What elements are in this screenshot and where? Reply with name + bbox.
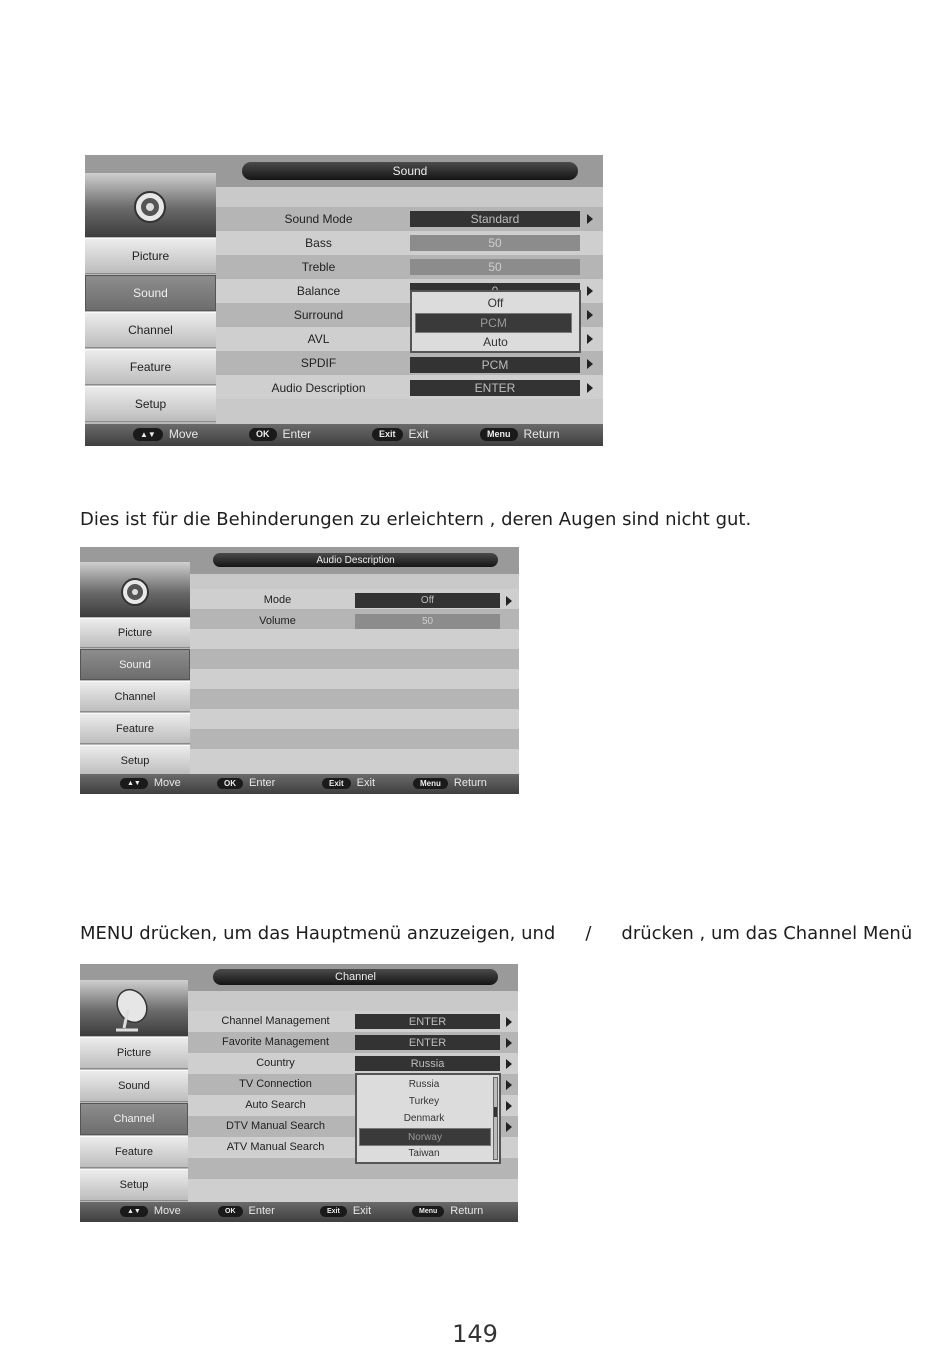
mode-value[interactable]: Off	[355, 593, 500, 608]
arrow-right-icon	[506, 1101, 512, 1111]
footer-enter: Enter	[249, 777, 276, 789]
menu-title: Sound	[242, 162, 578, 180]
country-label: Country	[256, 1057, 295, 1069]
country-value[interactable]: Russia	[355, 1056, 500, 1071]
settings-list	[188, 991, 518, 1205]
arrow-right-icon	[587, 286, 593, 296]
favorite-management-label: Favorite Management	[222, 1036, 329, 1048]
audio-description-screen	[80, 547, 519, 794]
ok-key-icon: OK	[217, 778, 243, 789]
channel-instruction-part2: drücken , um das Channel Menü	[621, 923, 913, 944]
exit-key-icon: Exit	[322, 778, 351, 789]
sound-logo-icon	[80, 562, 190, 617]
arrow-right-icon	[587, 383, 593, 393]
footer-exit: Exit	[352, 1205, 372, 1217]
tv-connection-label: TV Connection	[239, 1078, 312, 1090]
channel-menu-screen	[80, 964, 518, 1222]
footer-hint-bar	[80, 1202, 518, 1222]
sidebar-item-sound[interactable]: Sound	[85, 275, 216, 311]
treble-value[interactable]: 50	[410, 259, 580, 275]
sidebar-item-setup[interactable]: Setup	[85, 386, 216, 422]
channel-instruction-separator: /	[585, 923, 592, 944]
footer-move: Move	[153, 777, 181, 789]
menu-key-icon: Menu	[480, 428, 518, 441]
popup-option-russia[interactable]: Russia	[408, 1079, 440, 1090]
arrow-right-icon	[506, 596, 512, 606]
spdif-label: SPDIF	[300, 356, 337, 370]
sidebar-item-picture[interactable]: Picture	[80, 1037, 188, 1069]
arrow-right-icon	[587, 214, 593, 224]
avl-label: AVL	[307, 332, 330, 346]
sidebar-item-picture[interactable]: Picture	[85, 238, 216, 274]
bass-label: Bass	[305, 236, 332, 250]
footer-hint-bar	[85, 424, 603, 446]
channel-instruction-part1: MENU drücken, um das Hauptmenü anzuzeigen, und	[80, 923, 556, 944]
footer-return: Return	[523, 427, 560, 441]
spdif-value[interactable]: PCM	[410, 357, 580, 373]
arrow-right-icon	[506, 1017, 512, 1027]
move-key-icon: ▲▼	[133, 428, 163, 441]
paragraph-audio-description: Dies ist für die Behinderungen zu erleichtern , deren Augen sind nicht gut.	[80, 509, 752, 530]
sidebar-item-setup[interactable]: Setup	[80, 745, 190, 776]
footer-move: Move	[168, 427, 199, 441]
settings-list	[190, 574, 519, 774]
surround-label: Surround	[293, 308, 344, 322]
mode-label: Mode	[263, 594, 292, 606]
settings-list	[216, 187, 603, 424]
audio-description-value[interactable]: ENTER	[410, 380, 580, 396]
treble-label: Treble	[301, 260, 336, 274]
footer-hint-bar	[80, 774, 519, 794]
move-key-icon: ▲▼	[120, 778, 148, 789]
arrow-right-icon	[587, 359, 593, 369]
volume-value[interactable]: 50	[355, 614, 500, 629]
popup-option-denmark[interactable]: Denmark	[403, 1113, 445, 1124]
country-options-popup	[355, 1073, 501, 1164]
satellite-dish-icon	[80, 980, 188, 1036]
move-key-icon: ▲▼	[120, 1206, 148, 1217]
menu-key-icon: Menu	[413, 778, 448, 789]
exit-key-icon: Exit	[320, 1206, 347, 1217]
favorite-management-value[interactable]: ENTER	[355, 1035, 500, 1050]
footer-exit: Exit	[356, 777, 376, 789]
sidebar-item-sound[interactable]: Sound	[80, 649, 190, 680]
popup-option-off[interactable]: Off	[487, 296, 504, 310]
atv-manual-search-label: ATV Manual Search	[226, 1141, 325, 1153]
arrow-right-icon	[587, 310, 593, 320]
volume-label: Volume	[259, 615, 296, 627]
footer-return: Return	[450, 1205, 484, 1217]
sidebar-item-setup[interactable]: Setup	[80, 1169, 188, 1201]
footer-enter: Enter	[282, 427, 312, 441]
menu-title: Audio Description	[213, 553, 498, 567]
arrow-right-icon	[587, 334, 593, 344]
sound-logo-icon	[85, 173, 216, 237]
popup-option-auto[interactable]: Auto	[483, 335, 508, 349]
auto-search-label: Auto Search	[245, 1099, 306, 1111]
popup-option-turkey[interactable]: Turkey	[408, 1096, 440, 1107]
sidebar-item-channel[interactable]: Channel	[80, 681, 190, 712]
ok-key-icon: OK	[218, 1206, 243, 1217]
footer-move: Move	[153, 1205, 181, 1217]
arrow-right-icon	[506, 1122, 512, 1132]
paragraph-channel-menu	[80, 923, 912, 944]
footer-exit: Exit	[408, 427, 429, 441]
popup-option-norway[interactable]: Norway	[359, 1128, 491, 1146]
sound-menu-screen	[85, 155, 603, 446]
popup-option-taiwan[interactable]: Taiwan	[408, 1148, 440, 1159]
exit-key-icon: Exit	[372, 428, 403, 441]
popup-scrollbar[interactable]	[493, 1077, 498, 1160]
page-number: 149	[452, 1320, 498, 1348]
bass-value[interactable]: 50	[410, 235, 580, 251]
menu-title: Channel	[213, 969, 498, 985]
channel-management-label: Channel Management	[221, 1015, 330, 1027]
sidebar-item-picture[interactable]: Picture	[80, 618, 190, 648]
arrow-right-icon	[506, 1080, 512, 1090]
sound-mode-label: Sound Mode	[284, 212, 353, 226]
balance-label: Balance	[296, 284, 341, 298]
popup-option-pcm[interactable]: PCM	[415, 313, 572, 333]
surround-options-popup	[410, 290, 581, 353]
sidebar-item-channel[interactable]: Channel	[80, 1103, 188, 1135]
sidebar-item-feature[interactable]: Feature	[80, 1136, 188, 1168]
menu-key-icon: Menu	[412, 1206, 444, 1217]
sound-mode-value[interactable]: Standard	[410, 211, 580, 227]
footer-return: Return	[453, 777, 487, 789]
channel-management-value[interactable]: ENTER	[355, 1014, 500, 1029]
arrow-right-icon	[506, 1059, 512, 1069]
footer-enter: Enter	[248, 1205, 275, 1217]
sidebar-item-channel[interactable]: Channel	[85, 312, 216, 348]
sidebar-item-feature[interactable]: Feature	[85, 349, 216, 385]
popup-scrollbar-thumb[interactable]	[494, 1107, 497, 1117]
ok-key-icon: OK	[249, 428, 277, 441]
arrow-right-icon	[506, 1038, 512, 1048]
audio-description-label: Audio Description	[271, 381, 366, 395]
sidebar-item-sound[interactable]: Sound	[80, 1070, 188, 1102]
sidebar-item-feature[interactable]: Feature	[80, 713, 190, 744]
dtv-manual-search-label: DTV Manual Search	[225, 1120, 326, 1132]
